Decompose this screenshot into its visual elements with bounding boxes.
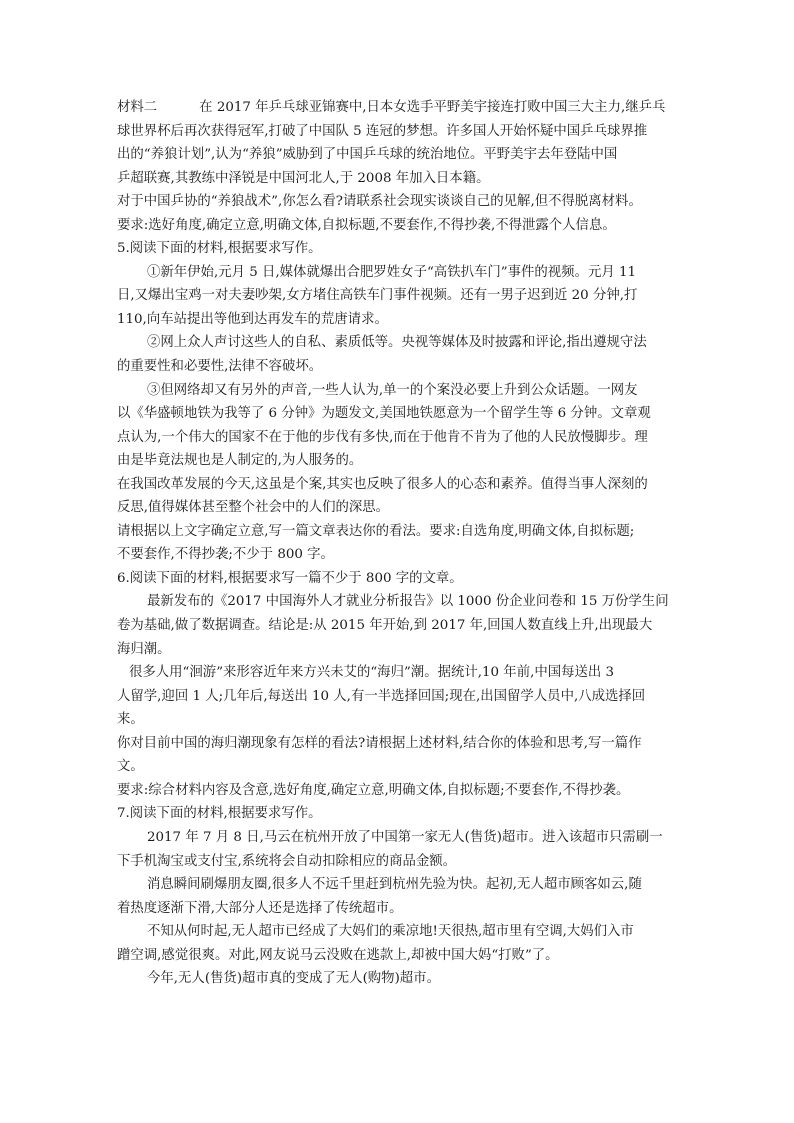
line-text: 着热度逐渐下滑,大部分人还是选择了传统超市。 <box>117 900 403 916</box>
line-text: 6.阅读下面的材料,根据要求写一篇不少于 800 字的文章。 <box>117 570 463 586</box>
line-text: 不要套作,不得抄袭;不少于 800 字。 <box>117 547 334 563</box>
text-line <box>117 449 679 473</box>
line-text: 消息瞬间刷爆朋友圈,很多人不远千里赶到杭州先验为快。起初,无人超市顾客如云,随 <box>147 877 642 893</box>
text-line <box>117 261 679 285</box>
text-line <box>117 873 679 897</box>
text-line <box>117 379 679 403</box>
text-line <box>117 284 679 308</box>
text-line <box>117 214 679 238</box>
line-text: 7.阅读下面的材料,根据要求写作。 <box>117 806 322 822</box>
text-line <box>117 567 679 591</box>
line-text: 对于中国乒协的“养狼战术”,你怎么看?请联系社会现实谈谈自己的见解,但不得脱离材料。 <box>117 194 642 210</box>
line-text: 乒超联赛,其教练中泽锐是中国河北人,于 2008 年加入日本籍。 <box>117 170 490 186</box>
line-text: 卷为基础,做了数据调查。结论是:从 2015 年开始,到 2017 年,回国人数直线上升,出现最大 <box>117 618 653 634</box>
line-text: 人留学,迎回 1 人;几年后,每送出 10 人,有一半选择回国;现在,出国留学人员中,八成选择回 <box>117 688 646 704</box>
line-text: ②网上众人声讨这些人的自私、素质低等。央视等媒体及时披露和评论,指出遵规守法 <box>147 335 647 351</box>
text-line <box>117 590 679 614</box>
text-line <box>117 779 679 803</box>
line-text: 下手机淘宝或支付宝,系统将会自动扣除相应的商品金额。 <box>117 853 457 869</box>
text-line <box>117 167 679 191</box>
text-line <box>117 755 679 779</box>
line-text: 5.阅读下面的材料,根据要求写作。 <box>117 241 322 257</box>
line-text: 不知从何时起,无人超市已经成了大妈们的乘凉地!天很热,超市里有空调,大妈们入市 <box>147 924 634 940</box>
line-text: 来。 <box>117 712 144 728</box>
text-line <box>117 638 679 662</box>
text-line <box>117 355 679 379</box>
text-line <box>117 331 679 355</box>
line-text: 很多人用“洄游”来形容近年来方兴未艾的“海归”潮。据统计,10 年前,中国每送出 3 <box>129 665 615 681</box>
line-text: 2017 年 7 月 8 日,马云在杭州开放了中国第一家无人(售货)超市。进入该超市只需刷一 <box>147 829 663 845</box>
line-text: 的重要性和必要性,法律不容破坏。 <box>117 359 323 375</box>
text-line <box>117 661 679 685</box>
line-text: 最新发布的《2017 中国海外人才就业分析报告》以 1000 份企业问卷和 15 万份学生问 <box>147 594 669 610</box>
line-text: 日,又爆出宝鸡一对夫妻吵架,女方堵住高铁车门事件视频。还有一男子迟到近 20 分钟,打 <box>117 288 638 304</box>
text-line <box>117 190 679 214</box>
line-text: 要求:综合材料内容及含意,选好角度,确定立意,明确文体,自拟标题;不要套作,不得抄袭。 <box>117 782 630 798</box>
line-text: 110,向车站提出等他到达再发车的荒唐请求。 <box>117 311 388 327</box>
line-text-continued: 在 2017 年乒乓球亚锦赛中,日本女选手平野美宇接连打败中国三大主力,继乒乓 <box>199 100 666 115</box>
line-text: 海归潮。 <box>117 641 171 657</box>
text-line <box>117 897 679 921</box>
text-line <box>117 520 679 544</box>
line-text: 蹭空调,感觉很爽。对此,网友说马云没败在逃款上,却被中国大妈“打败”了。 <box>117 947 559 963</box>
line-text: 文。 <box>117 759 144 775</box>
line-text: 要求:选好角度,确定立意,明确文体,自拟标题,不要套作,不得抄袭,不得泄露个人信息。 <box>117 217 616 233</box>
line-text: 球世界杯后再次获得冠军,打破了中国队 5 连冠的梦想。许多国人开始怀疑中国乒乓球界推 <box>117 123 648 139</box>
text-line <box>117 944 679 968</box>
text-line <box>117 426 679 450</box>
text-line <box>117 802 679 826</box>
line-text: ①新年伊始,元月 5 日,媒体就爆出合肥罗姓女子“高铁扒车门”事件的视频。元月 11 <box>147 264 637 280</box>
text-line <box>117 732 679 756</box>
line-text: 反思,值得媒体甚至整个社会中的人们的深思。 <box>117 500 390 516</box>
text-line <box>117 920 679 944</box>
text-line <box>117 143 679 167</box>
text-line <box>117 685 679 709</box>
line-text: 材料二 <box>117 100 158 115</box>
line-text: 在我国改革发展的今天,这虽是个案,其实也反映了很多人的心态和素养。值得当事人深刻的 <box>117 476 648 492</box>
text-line <box>117 402 679 426</box>
line-text: ③但网络却又有另外的声音,一些人认为,单一的个案没必要上升到公众话题。一网友 <box>147 382 638 398</box>
text-line <box>117 708 679 732</box>
text-line <box>117 237 679 261</box>
text-line <box>117 473 679 497</box>
line-text: 出的“养狼计划”,认为“养狼”威胁到了中国乒乓球的统治地位。平野美宇去年登陆中国 <box>117 147 618 163</box>
line-text: 你对目前中国的海归潮现象有怎样的看法?请根据上述材料,结合你的体验和思考,写一篇作 <box>117 735 642 751</box>
line-text: 请根据以上文字确定立意,写一篇文章表达你的看法。要求:自选角度,明确文体,自拟标题; <box>117 523 635 539</box>
line-text: 今年,无人(售货)超市真的变成了无人(购物)超市。 <box>147 971 440 987</box>
text-line <box>117 614 679 638</box>
document-page <box>117 96 679 991</box>
line-text: 以《华盛顿地铁为我等了 6 分钟》为题发文,美国地铁愿意为一个留学生等 6 分钟。文章观 <box>117 406 651 422</box>
text-line <box>117 967 679 991</box>
text-line <box>117 96 679 120</box>
text-line <box>117 543 679 567</box>
text-line <box>117 120 679 144</box>
text-line <box>117 826 679 850</box>
text-line <box>117 308 679 332</box>
text-line <box>117 496 679 520</box>
line-text: 由是毕竟法规也是人制定的,为人服务的。 <box>117 453 363 469</box>
text-line <box>117 850 679 874</box>
line-text: 点认为,一个伟大的国家不在于他的步伐有多快,而在于他肯不肯为了他的人民放慢脚步。理 <box>117 429 648 445</box>
